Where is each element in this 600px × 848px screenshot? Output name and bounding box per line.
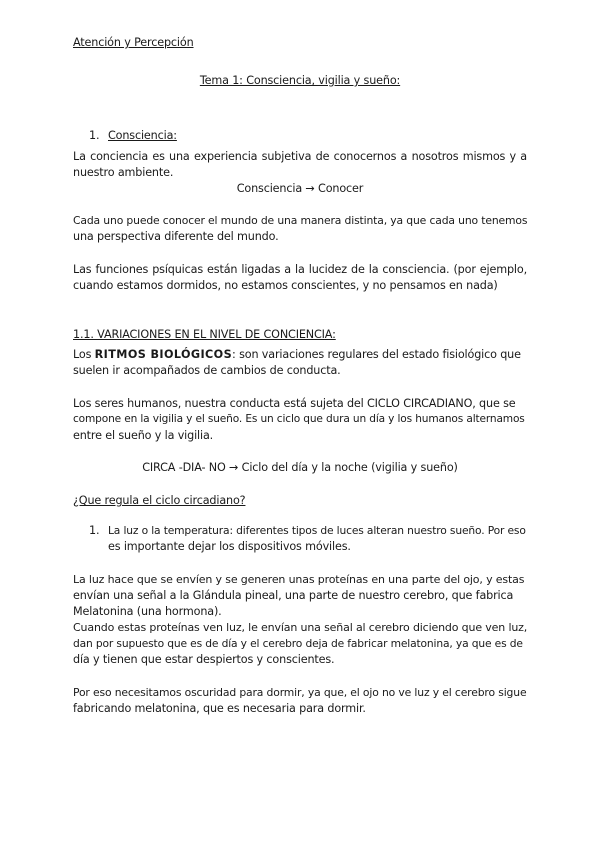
paragraph-line: una perspectiva diferente del mundo.: [73, 230, 279, 243]
paragraph-line: Por eso necesitamos oscuridad para dormir, ya que, el ojo no ve luz y el cerebro sigue: [73, 686, 527, 699]
paragraph-line: suelen ir acompañados de cambios de conducta.: [73, 364, 341, 377]
paragraph-line: envían una señal a la Glándula pineal, una parte de nuestro cerebro, que fabrica: [73, 589, 514, 602]
paragraph-line: nuestro ambiente.: [73, 166, 174, 179]
course-header: Atención y Percepción: [73, 36, 194, 49]
question-heading: ¿Que regula el ciclo circadiano?: [73, 494, 246, 507]
section-1-number: 1.: [89, 129, 100, 142]
paragraph-line: fabricando melatonina, que es necesaria para dormir.: [73, 702, 366, 715]
formula-circadiano: CIRCA -DIA- NO → Ciclo del día y la noche (vigilia y sueño): [142, 461, 458, 474]
section-1-heading: Consciencia:: [108, 129, 177, 142]
paragraph-line: Cada uno puede conocer el mundo de una manera distinta, ya que cada uno tenemos: [73, 214, 528, 227]
paragraph-line: [73, 348, 521, 361]
list-item-number: 1.: [89, 524, 100, 537]
formula-consciencia: Consciencia → Conocer: [236, 182, 364, 195]
paragraph-line: Cuando estas proteínas ven luz, le envían una señal al cerebro diciendo que ven luz,: [73, 621, 528, 634]
section-1-1-heading: 1.1. VARIACIONES EN EL NIVEL DE CONCIENCIA:: [73, 328, 336, 341]
paragraph-line: dan por supuesto que es de día y el cerebro deja de fabricar melatonina, ya que es de: [73, 637, 523, 650]
bold-term: RITMOS BIOLÓGICOS: [94, 348, 233, 361]
paragraph-line: La conciencia es una experiencia subjetiva de conocernos a nosotros mismos y a: [73, 150, 527, 163]
paragraph-line: día y tienen que estar despiertos y conscientes.: [73, 653, 335, 666]
paragraph-line: La luz hace que se envíen y se generen unas proteínas en una parte del ojo, y estas: [73, 573, 525, 586]
paragraph-line: Las funciones psíquicas están ligadas a la lucidez de la consciencia. (por ejemplo,: [73, 263, 527, 276]
paragraph-line: Los seres humanos, nuestra conducta está sujeta del CICLO CIRCADIANO, que se: [73, 397, 516, 410]
paragraph-line: Melatonina (una hormona).: [73, 605, 222, 618]
text-span: Los: [73, 348, 95, 361]
text-span: : son variaciones regulares del estado fisiológico que: [232, 348, 521, 361]
paragraph-line: entre el sueño y la vigilia.: [73, 429, 214, 442]
page-title: Tema 1: Consciencia, vigilia y sueño:: [199, 74, 401, 87]
list-item-line: es importante dejar los dispositivos móviles.: [108, 540, 351, 553]
list-item-line: La luz o la temperatura: diferentes tipos de luces alteran nuestro sueño. Por eso: [108, 524, 526, 537]
paragraph-line: compone en la vigilia y el sueño. Es un ciclo que dura un día y los humanos alternamos: [73, 413, 525, 425]
paragraph-line: cuando estamos dormidos, no estamos conscientes, y no pensamos en nada): [73, 279, 498, 292]
